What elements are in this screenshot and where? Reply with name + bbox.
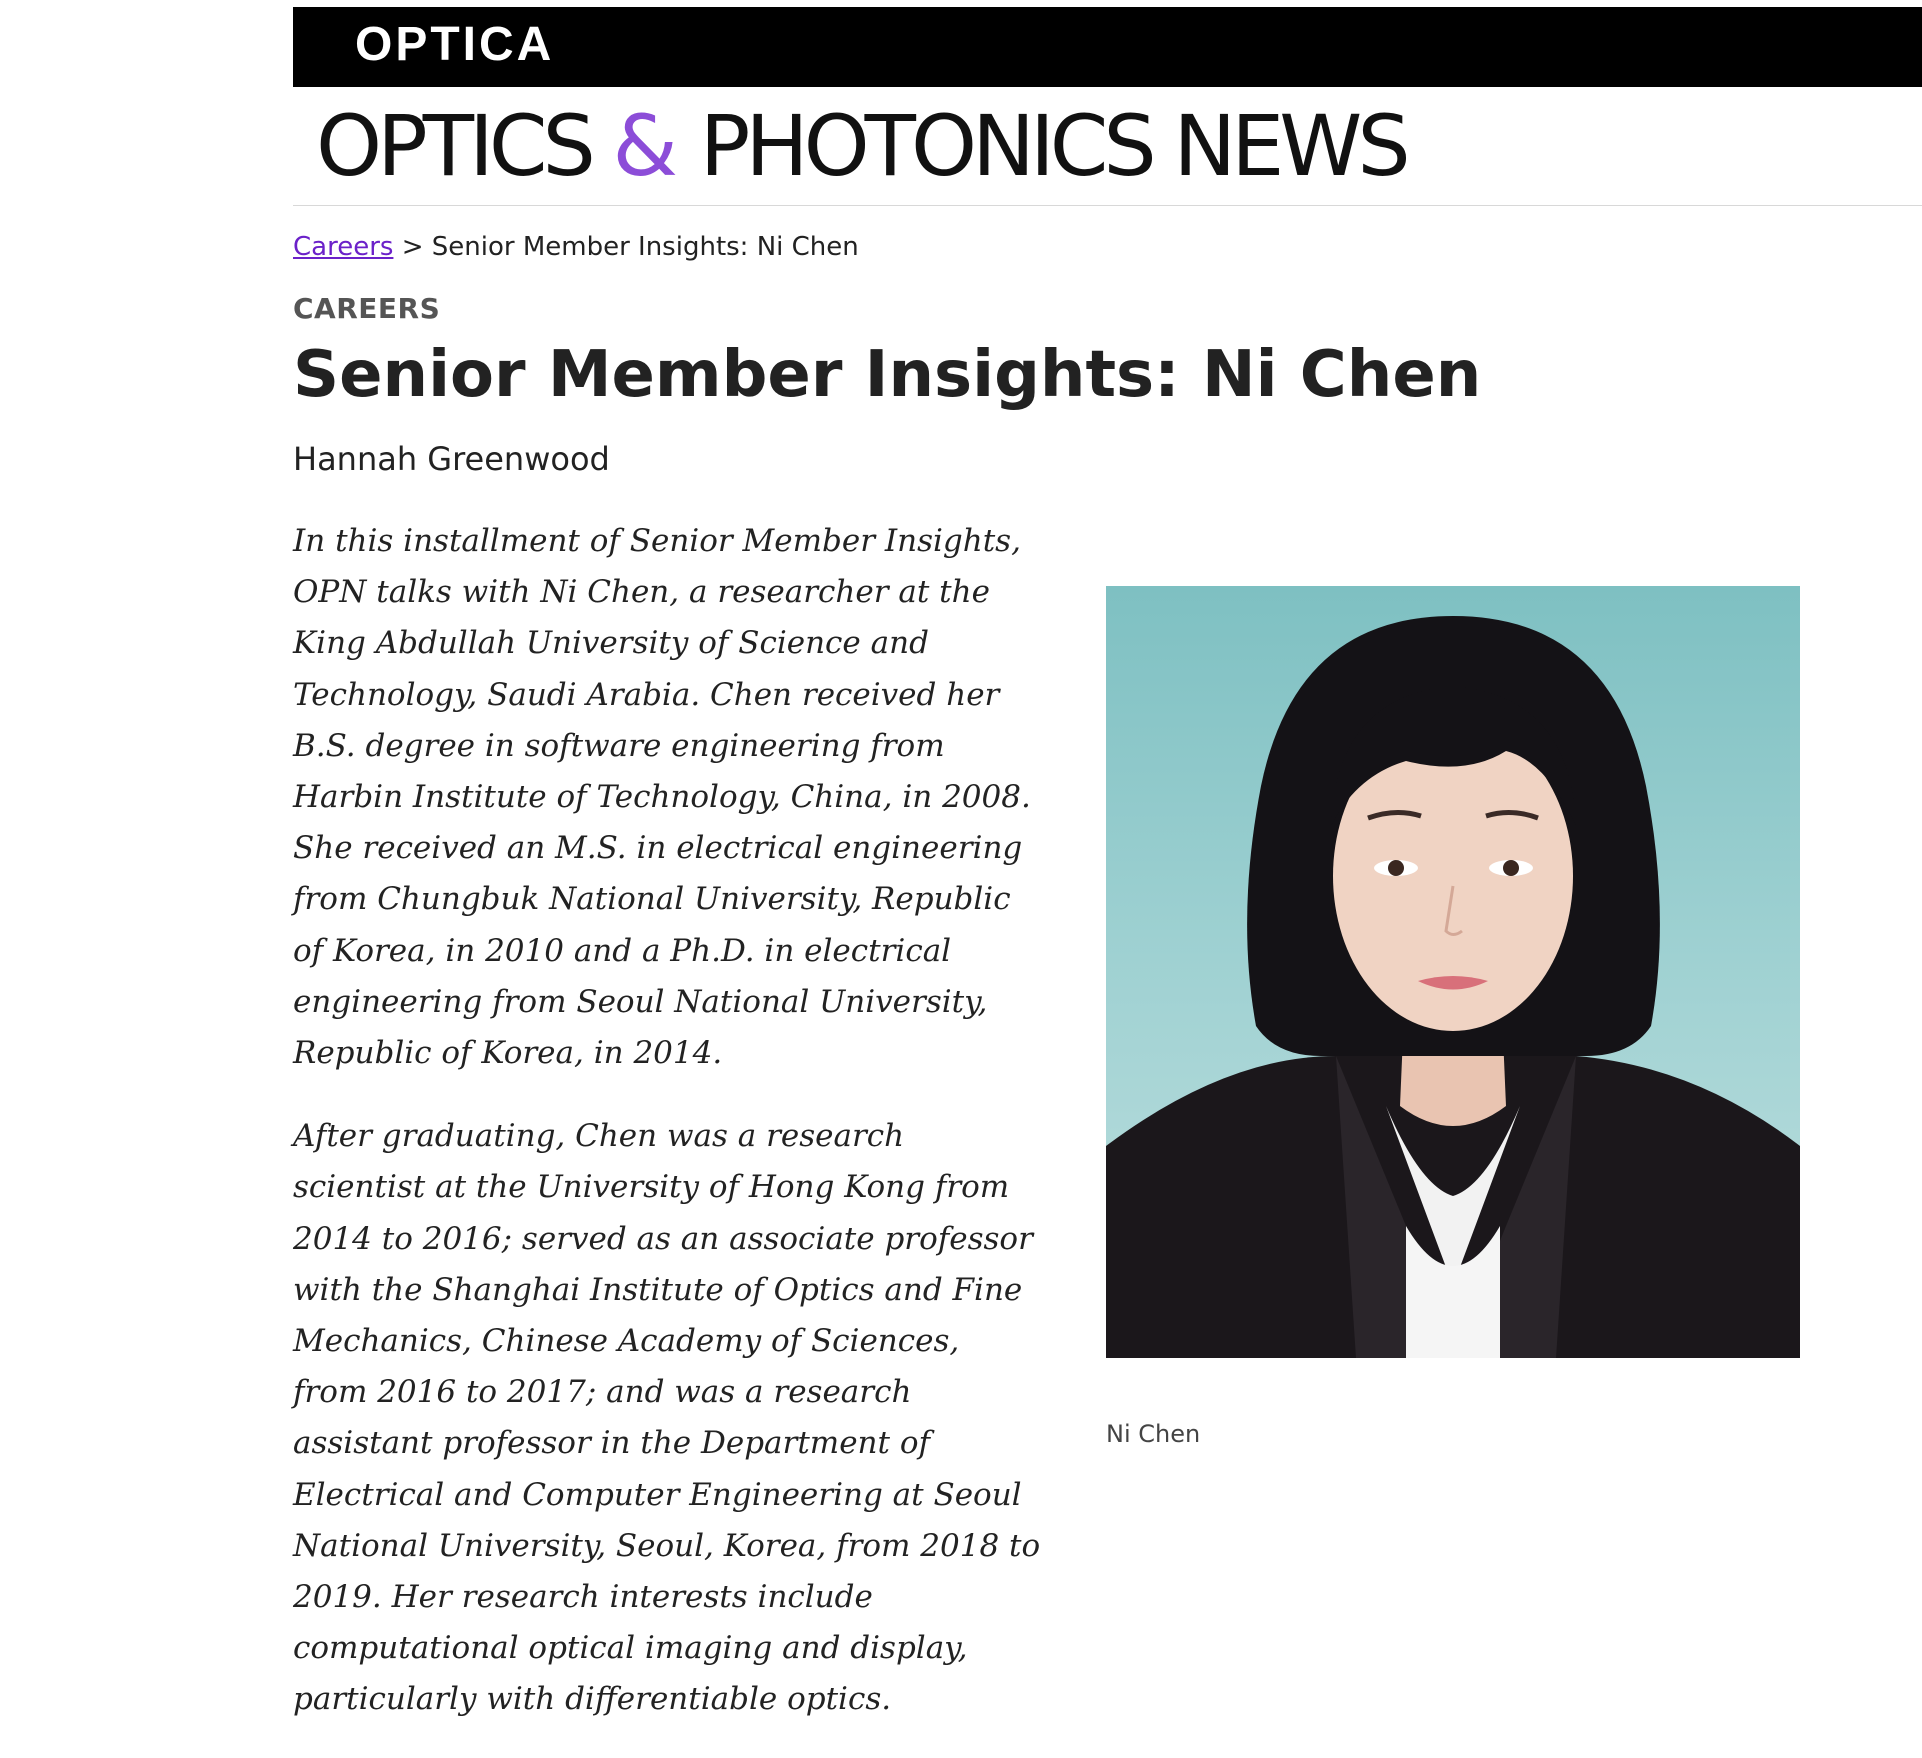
article-body bbox=[293, 516, 1043, 1758]
portrait-photo bbox=[1106, 586, 1800, 1358]
article-author[interactable]: Hannah Greenwood bbox=[293, 440, 610, 478]
breadcrumb-careers-link[interactable]: Careers bbox=[293, 232, 394, 262]
article-paragraph-2: After graduating, Chen was a research scientist at the University of Hong Kong from 2014 to 2016; served as an associate professor with the Shanghai Institute of Optics and Fine Mechanics, Chinese Academy of Sciences, from 2016 to 2017; and was a research assistant professor in the Department of Electrical and Computer Engineering at Seoul National University, Seoul, Korea, from 2018 to 2019. Her research interests include computational optical imaging and display, particularly with differentiable optics. bbox=[293, 1118, 1041, 1718]
optica-logo[interactable]: OPTICA bbox=[355, 18, 555, 71]
masthead-left: OPTICS bbox=[316, 97, 591, 195]
masthead-ampersand: & bbox=[612, 97, 679, 195]
section-kicker[interactable]: CAREERS bbox=[293, 292, 441, 325]
masthead-logo[interactable] bbox=[316, 96, 1406, 196]
breadcrumb bbox=[293, 232, 859, 262]
article-paragraph-1: In this installment of Senior Member Insights, OPN talks with Ni Chen, a researcher at the King Abdullah University of Science and Technology, Saudi Arabia. Chen received her B.S. degree in software engineering from Harbin Institute of Technology, China, in 2008. She received an M.S. in electrical engineering from Chungbuk National University, Republic of Korea, in 2010 and a Ph.D. in electrical engineering from Seoul National University, Republic of Korea, in 2014. bbox=[293, 523, 1031, 1072]
masthead-right: PHOTONICS NEWS bbox=[699, 97, 1406, 195]
article-title: Senior Member Insights: Ni Chen bbox=[293, 338, 1482, 412]
photo-caption: Ni Chen bbox=[1106, 1420, 1201, 1448]
society-header-bar bbox=[293, 7, 1922, 87]
breadcrumb-separator: > bbox=[401, 232, 424, 262]
breadcrumb-current: Senior Member Insights: Ni Chen bbox=[431, 232, 859, 262]
header-divider bbox=[293, 205, 1922, 206]
